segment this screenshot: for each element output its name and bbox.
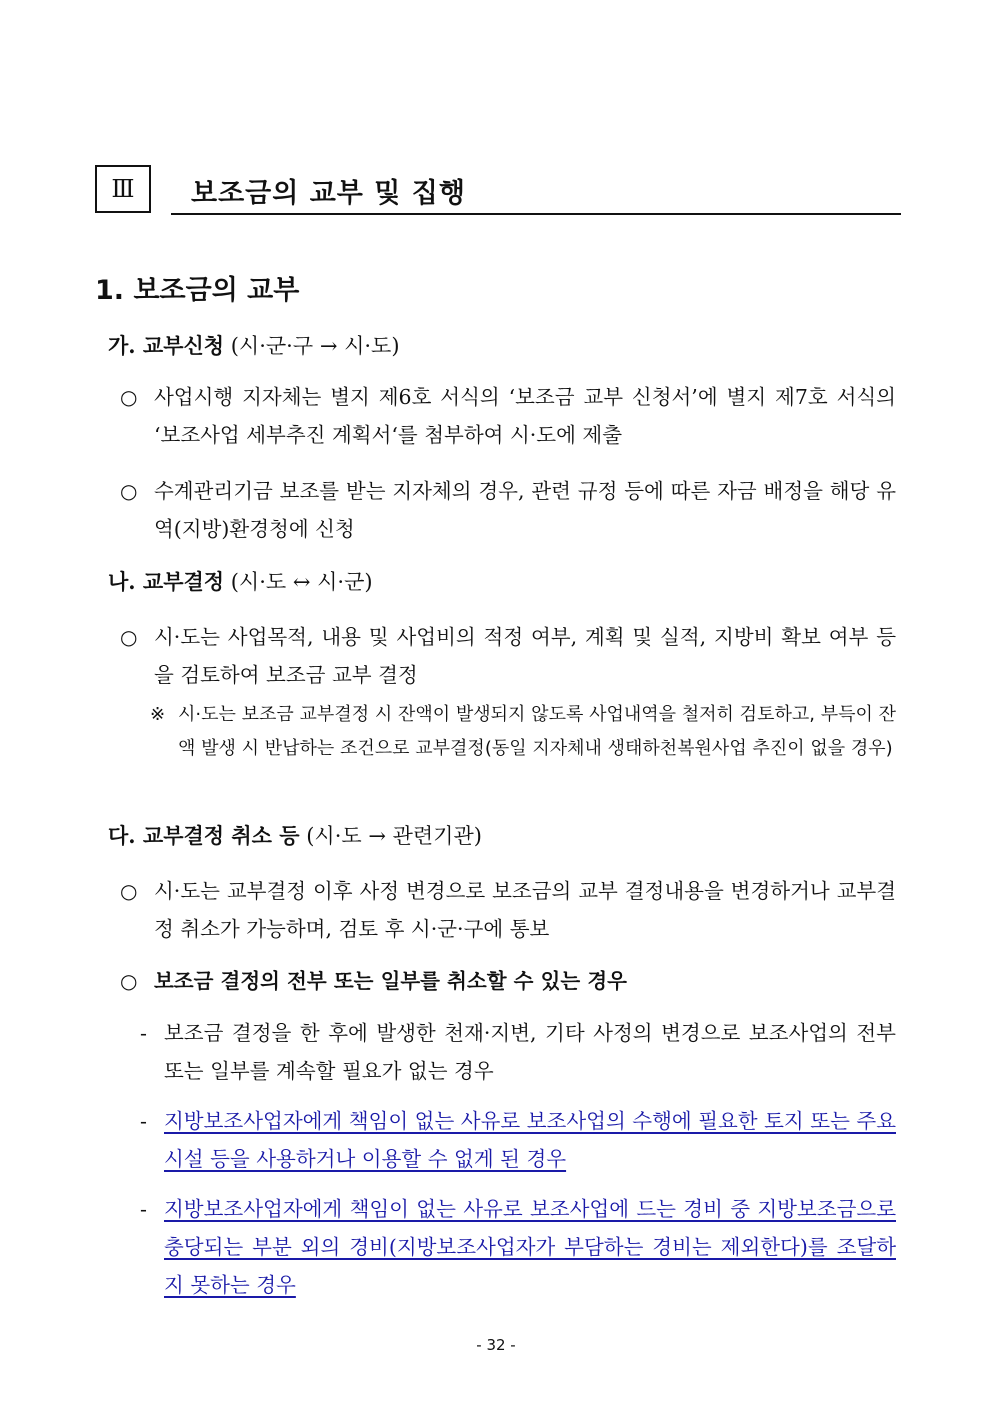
- dash-bullet-icon: -: [140, 1021, 147, 1045]
- chapter-number-box: Ⅲ: [95, 165, 151, 213]
- subsection-b-label: 나. 교부결정: [108, 569, 225, 594]
- paragraph-3: [120, 618, 896, 694]
- paragraph-2: [120, 472, 896, 548]
- note-1-text: 시·도는 보조금 교부결정 시 잔액이 발생되지 않도록 사업내역을 철저히 검토하고, 부득이 잔액 발생 시 반납하는 조건으로 교부결정(동일 지자체내 생태하천복원사업 추진이 없을 경우): [178, 704, 896, 759]
- subsection-a-note: (시·군·구 → 시·도): [224, 334, 400, 358]
- paragraph-1: [120, 378, 896, 454]
- subsection-c: [108, 820, 482, 850]
- dash-item-2: [140, 1102, 896, 1178]
- paragraph-4: [120, 872, 896, 948]
- dash-item-1-text: 보조금 결정을 한 후에 발생한 천재·지변, 기타 사정의 변경으로 보조사업의 전부 또는 일부를 계속할 필요가 없는 경우: [164, 1021, 896, 1083]
- circle-bullet-icon: ○: [120, 879, 138, 903]
- subsection-c-note: (시·도 → 관련기관): [299, 824, 482, 848]
- subsection-a: [108, 330, 400, 360]
- dash-bullet-icon: -: [140, 1109, 147, 1133]
- dash-item-3-text: 지방보조사업자에게 책임이 없는 사유로 보조사업에 드는 경비 중 지방보조금으로 충당되는 부분 외의 경비(지방보조사업자가 부담하는 경비는 제외한다)를 조달하지 못하는 경우: [164, 1197, 896, 1297]
- paragraph-5: [120, 962, 896, 1000]
- page-number: - 32 -: [476, 1336, 516, 1354]
- circle-bullet-icon: ○: [120, 625, 138, 649]
- subsection-a-label: 가. 교부신청: [108, 333, 225, 358]
- dash-item-3: [140, 1190, 896, 1304]
- section-title: 1. 보조금의 교부: [95, 275, 300, 306]
- chapter-underline: [171, 213, 901, 215]
- circle-bullet-icon: ○: [120, 479, 138, 503]
- paragraph-3-text: 시·도는 사업목적, 내용 및 사업비의 적정 여부, 계획 및 실적, 지방비 확보 여부 등을 검토하여 보조금 교부 결정: [154, 625, 896, 687]
- chapter-title: 보조금의 교부 및 집행: [191, 178, 466, 209]
- dash-item-2-text: 지방보조사업자에게 책임이 없는 사유로 보조사업의 수행에 필요한 토지 또는 주요 시설 등을 사용하거나 이용할 수 없게 된 경우: [164, 1109, 896, 1171]
- circle-bullet-icon: ○: [120, 385, 138, 409]
- reference-mark-icon: ※: [150, 704, 166, 725]
- paragraph-5-text: 보조금 결정의 전부 또는 일부를 취소할 수 있는 경우: [154, 969, 627, 993]
- dash-item-1: [140, 1014, 896, 1090]
- chapter-heading: [95, 165, 901, 217]
- note-1: [150, 698, 896, 766]
- paragraph-4-text: 시·도는 교부결정 이후 사정 변경으로 보조금의 교부 결정내용을 변경하거나 교부결정 취소가 가능하며, 검토 후 시·군·구에 통보: [154, 879, 896, 941]
- subsection-c-label: 다. 교부결정 취소 등: [108, 823, 300, 848]
- circle-bullet-icon: ○: [120, 969, 138, 993]
- subsection-b-note: (시·도 ↔ 시·군): [224, 570, 373, 594]
- subsection-b: [108, 566, 373, 596]
- paragraph-2-text: 수계관리기금 보조를 받는 지자체의 경우, 관련 규정 등에 따른 자금 배정을 해당 유역(지방)환경청에 신청: [154, 479, 896, 541]
- paragraph-1-text: 사업시행 지자체는 별지 제6호 서식의 ‘보조금 교부 신청서’에 별지 제7호 서식의 ‘보조사업 세부추진 계획서‘를 첨부하여 시·도에 제출: [154, 385, 896, 447]
- dash-bullet-icon: -: [140, 1197, 147, 1221]
